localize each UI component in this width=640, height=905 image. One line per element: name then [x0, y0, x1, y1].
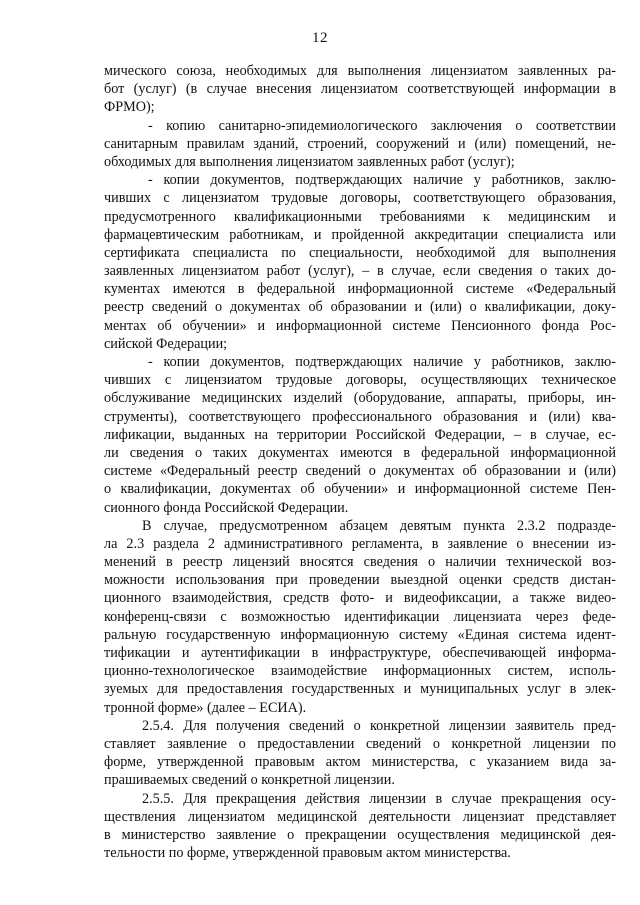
- text-line: прашиваемых сведений о конкретной лицензии.: [104, 772, 395, 789]
- text-line: зуемых для предоставления государственных и муниципальных услуг в элек-: [104, 681, 616, 698]
- text-line: системе «Федеральный реестр сведений о документах об образовании и (или): [104, 463, 616, 480]
- text-line: тификации и аутентификации в инфраструктуре, обеспечивающей информа-: [104, 645, 616, 661]
- document-body: [104, 62, 616, 862]
- text-line: форме, утвержденной правовым актом министерства, с указанием вида за-: [104, 754, 616, 771]
- text-line: ционного взаимодействия, средств фото- и видеофиксации, а также видео-: [104, 590, 616, 607]
- text-line: тельности по форме, утвержденной правовым актом министерства.: [104, 845, 511, 862]
- list-item: [104, 117, 616, 172]
- text-line: реестр сведений о документах об образовании и (или) о квалификации, доку-: [104, 299, 616, 316]
- text-line: о квалификации, документах об обучении» и информационной системе Пен-: [104, 481, 616, 498]
- text-line: - копии документов, подтверждающих наличие у работников, заклю-: [148, 172, 616, 189]
- text-line: струменты), соответствующего профессионального образования и (или) ква-: [104, 408, 616, 425]
- text-line: чивших с лицензиатом трудовые договоры, осуществляющих техническое: [104, 372, 616, 389]
- text-line: ционно-технологическое взаимодействие информационных систем, исполь-: [104, 663, 616, 680]
- paragraph: [104, 790, 616, 863]
- list-item: [104, 171, 616, 353]
- paragraph: [104, 62, 616, 117]
- text-line: 2.5.5. Для прекращения действия лицензии в случае прекращения осу-: [142, 790, 616, 807]
- text-line: обслуживание медицинских изделий (оборудование, аппараты, приборы, ин-: [104, 390, 616, 407]
- text-line: 2.5.4. Для получения сведений о конкретной лицензии заявитель пред-: [142, 717, 616, 734]
- text-line: - копии документов, подтверждающих наличие у работников, заклю-: [148, 354, 616, 370]
- text-line: фармацевтическим работникам, и пройденной аккредитации специалиста или: [104, 226, 616, 243]
- text-line: сийской Федерации;: [104, 335, 228, 352]
- paragraph: [104, 517, 616, 717]
- text-line: сионного фонда Российской Федерации.: [104, 499, 349, 516]
- text-line: В случае, предусмотренном абзацем девятым пункта 2.3.2 подразде-: [142, 517, 616, 534]
- text-line: лификации, выданных на территории Российской Федерации, – в случае, ес-: [104, 426, 616, 443]
- text-line: кументах имеются в федеральной информационной системе «Федеральный: [104, 281, 616, 298]
- text-line: предусмотренного квалификационными требованиями к медицинским и: [104, 208, 616, 225]
- text-line: ставляет заявление о предоставлении сведений о конкретной лицензии по: [104, 735, 616, 752]
- text-line: менений в реестр лицензий вносятся сведения о наличии технической воз-: [104, 554, 616, 571]
- text-line: сертификата специалиста по специальности, необходимой для выполнения: [104, 244, 616, 261]
- text-line: конференц-связи с возможностью идентификации лицензиата через феде-: [104, 608, 616, 625]
- text-line: мического союза, необходимых для выполнения лицензиатом заявленных ра-: [104, 63, 616, 79]
- text-line: заявленных лицензиатом работ (услуг), – в случае, если сведения о таких до-: [104, 263, 616, 280]
- text-line: можности использования при проведении выездной оценки средств дистан-: [104, 572, 616, 589]
- text-line: бот (услуг) (в случае внесения лицензиатом соответствующей информации в: [104, 81, 616, 98]
- text-line: ли сведения о таких документах имеются в федеральной информационной: [104, 444, 616, 461]
- text-line: ФРМО);: [104, 99, 155, 116]
- text-line: чивших с лицензиатом трудовые договоры, соответствующего образования,: [104, 190, 616, 207]
- text-line: обходимых для выполнения лицензиатом заявленных работ (услуг);: [104, 153, 515, 170]
- text-line: ла 2.3 раздела 2 административного регламента, в заявление о внесении из-: [104, 535, 616, 552]
- text-line: ментах об обучении» и информационной системе Пенсионного фонда Рос-: [104, 317, 616, 334]
- text-line: - копию санитарно-эпидемиологического заключения о соответствии: [148, 117, 616, 134]
- text-line: ществления лицензиатом медицинской деятельности лицензиат представляет: [104, 808, 616, 825]
- text-line: ральную государственную информационную систему «Единая система идент-: [104, 626, 616, 643]
- text-line: в министерство заявление о прекращении осуществления медицинской дея-: [104, 826, 616, 843]
- paragraph: [104, 717, 616, 790]
- text-line: санитарным правилам зданий, строений, сооружений и (или) помещений, не-: [104, 135, 616, 152]
- text-line: тронной форме» (далее – ЕСИА).: [104, 699, 307, 716]
- list-item: [104, 353, 616, 517]
- page-number: 12: [312, 30, 328, 46]
